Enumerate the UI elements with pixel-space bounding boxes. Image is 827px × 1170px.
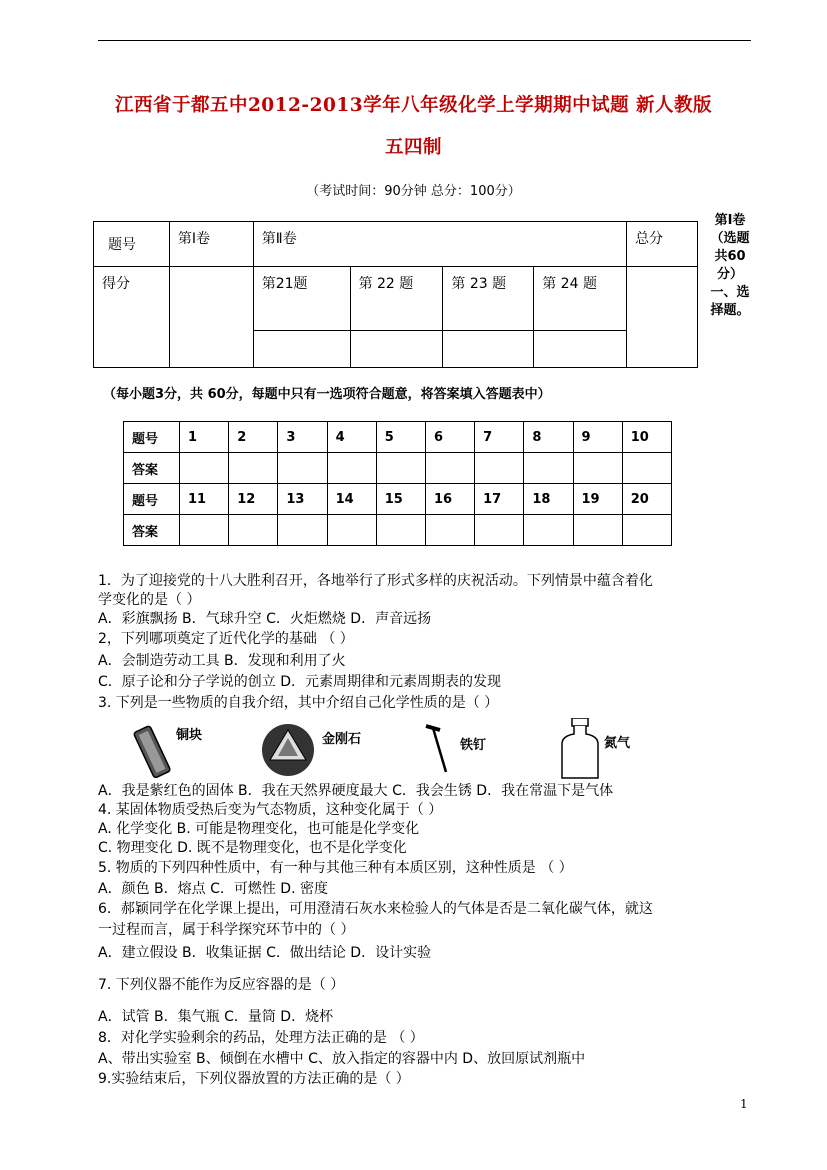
score-header-part2: 第Ⅱ卷 bbox=[253, 222, 626, 267]
answer-input-cell[interactable] bbox=[229, 515, 278, 546]
answer-label-number: 题号 bbox=[124, 484, 180, 515]
answer-number-cell: 17 bbox=[475, 484, 524, 515]
score-cell-q22[interactable] bbox=[350, 331, 443, 368]
section-note: （每小题3分，共 60分，每题中只有一选项符合题意，将答案填入答题表中） bbox=[103, 387, 551, 402]
score-table bbox=[93, 221, 698, 368]
question-7-text: 7. 下列仪器不能作为反应容器的是（ ） bbox=[98, 977, 345, 993]
question-9-text: 9.实验结束后，下列仪器放置的方法正确的是（ ） bbox=[98, 1071, 410, 1087]
diamond-icon bbox=[258, 718, 322, 782]
answer-label-number: 题号 bbox=[124, 422, 180, 453]
question-3-text: 3. 下列是一些物质的自我介绍，其中介绍自己化学性质的是（ ） bbox=[98, 695, 499, 711]
iron-nail-icon bbox=[422, 718, 462, 778]
answer-input-cell[interactable] bbox=[278, 453, 327, 484]
page-title: 江西省于都五中2012-2013学年八年级化学上学期期中试题 新人教版 bbox=[114, 95, 713, 116]
question-6-text: 6．郝颖同学在化学课上提出，可用澄清石灰水来检验人的气体是否是二氧化碳气体，就这 bbox=[98, 901, 653, 917]
score-header-part1: 第Ⅰ卷 bbox=[169, 222, 253, 267]
copper-block-label: 铜块 bbox=[176, 728, 203, 743]
answer-number-cell: 2 bbox=[229, 422, 278, 453]
answer-input-cell[interactable] bbox=[524, 515, 573, 546]
answer-input-cell[interactable] bbox=[425, 453, 474, 484]
question-2-options-cd: C．原子论和分子学说的创立 D．元素周期律和元素周期表的发现 bbox=[98, 674, 502, 690]
copper-block-figure bbox=[128, 718, 238, 778]
score-q21: 第21题 bbox=[253, 267, 350, 331]
score-cell-q23[interactable] bbox=[443, 331, 534, 368]
answer-input-cell[interactable] bbox=[278, 515, 327, 546]
answer-number-cell: 15 bbox=[376, 484, 425, 515]
score-cell-q21[interactable] bbox=[253, 331, 350, 368]
score-cell-q24[interactable] bbox=[534, 331, 627, 368]
answer-number-cell: 14 bbox=[327, 484, 376, 515]
answer-number-cell: 5 bbox=[376, 422, 425, 453]
answer-number-cell: 13 bbox=[278, 484, 327, 515]
answer-input-cell[interactable] bbox=[622, 453, 671, 484]
iron-nail-figure bbox=[422, 718, 522, 778]
question-1-text-cont: 学变化的是（ ） bbox=[98, 592, 201, 608]
answer-number-cell: 18 bbox=[524, 484, 573, 515]
answer-input-cell[interactable] bbox=[573, 515, 622, 546]
answer-table bbox=[123, 421, 672, 546]
question-6-text-cont: 一过程而言，属于科学探究环节中的（ ） bbox=[98, 922, 355, 938]
iron-nail-label: 铁钉 bbox=[460, 738, 487, 753]
question-1-options: A．彩旗飘扬 B．气球升空 C．火炬燃烧 D．声音远扬 bbox=[98, 611, 432, 627]
answer-input-cell[interactable] bbox=[622, 515, 671, 546]
answer-input-cell[interactable] bbox=[229, 453, 278, 484]
answer-number-cell: 6 bbox=[425, 422, 474, 453]
answer-input-cell[interactable] bbox=[475, 453, 524, 484]
answer-number-cell: 1 bbox=[180, 422, 229, 453]
question-5-text: 5. 物质的下列四种性质中，有一种与其他三种有本质区别，这种性质是 （ ） bbox=[98, 860, 573, 876]
answer-number-cell: 11 bbox=[180, 484, 229, 515]
answer-input-cell[interactable] bbox=[475, 515, 524, 546]
question-1-text: 1．为了迎接党的十八大胜利召开，各地举行了形式多样的庆祝活动。下列情景中蕴含着化 bbox=[98, 573, 653, 589]
answer-input-cell[interactable] bbox=[573, 453, 622, 484]
score-cell-total[interactable] bbox=[627, 267, 698, 368]
section-side-note: 第Ⅰ卷（选题共60分）一、选择题。 bbox=[710, 213, 750, 318]
score-row-label: 得分 bbox=[94, 267, 170, 368]
question-4-text: 4. 某固体物质受热后变为气态物质，这种变化属于（ ） bbox=[98, 802, 443, 818]
answer-input-cell[interactable] bbox=[376, 453, 425, 484]
question-5-options: A．颜色 B．熔点 C．可燃性 D. 密度 bbox=[98, 881, 328, 897]
answer-input-cell[interactable] bbox=[524, 453, 573, 484]
answer-input-cell[interactable] bbox=[180, 453, 229, 484]
answer-input-cell[interactable] bbox=[425, 515, 474, 546]
answer-input-cell[interactable] bbox=[376, 515, 425, 546]
question-2-options-ab: A．会制造劳动工具 B．发现和利用了火 bbox=[98, 653, 346, 669]
question-2-text: 2，下列哪项奠定了近代化学的基础 （ ） bbox=[98, 631, 354, 647]
score-header-total: 总分 bbox=[627, 222, 698, 267]
answer-input-cell[interactable] bbox=[180, 515, 229, 546]
question-4-options-cd: C. 物理变化 D. 既不是物理变化，也不是化学变化 bbox=[98, 840, 407, 856]
answer-number-cell: 16 bbox=[425, 484, 474, 515]
question-8-options: A、带出实验室 B、倾倒在水槽中 C、放入指定的容器中内 D、放回原试剂瓶中 bbox=[98, 1051, 586, 1067]
score-cell-part1[interactable] bbox=[169, 267, 253, 368]
diamond-label: 金刚石 bbox=[322, 732, 362, 747]
exam-info: （考试时间：90分钟 总分：100分） bbox=[306, 184, 521, 199]
answer-label-answer: 答案 bbox=[124, 453, 180, 484]
answer-number-cell: 9 bbox=[573, 422, 622, 453]
answer-number-cell: 8 bbox=[524, 422, 573, 453]
header-rule bbox=[98, 40, 751, 41]
gas-bottle-icon bbox=[558, 718, 602, 782]
nitrogen-label: 氮气 bbox=[604, 736, 631, 751]
answer-label-answer: 答案 bbox=[124, 515, 180, 546]
answer-number-cell: 10 bbox=[622, 422, 671, 453]
diamond-figure bbox=[258, 718, 398, 778]
nitrogen-bottle-figure bbox=[558, 718, 668, 778]
score-q24: 第 24 题 bbox=[534, 267, 627, 331]
answer-number-cell: 19 bbox=[573, 484, 622, 515]
score-header-number: 题号 bbox=[94, 222, 170, 267]
answer-number-cell: 12 bbox=[229, 484, 278, 515]
score-q22: 第 22 题 bbox=[350, 267, 443, 331]
answer-number-cell: 7 bbox=[475, 422, 524, 453]
answer-number-cell: 20 bbox=[622, 484, 671, 515]
answer-input-cell[interactable] bbox=[327, 515, 376, 546]
question-4-options-ab: A. 化学变化 B. 可能是物理变化，也可能是化学变化 bbox=[98, 821, 420, 837]
page-number: 1 bbox=[740, 1097, 748, 1111]
score-q23: 第 23 题 bbox=[443, 267, 534, 331]
question-7-options: A．试管 B．集气瓶 C．量筒 D．烧杯 bbox=[98, 1009, 334, 1025]
question-6-options: A．建立假设 B．收集证据 C．做出结论 D．设计实验 bbox=[98, 945, 432, 961]
answer-number-cell: 3 bbox=[278, 422, 327, 453]
question-8-text: 8．对化学实验剩余的药品，处理方法正确的是 （ ） bbox=[98, 1030, 424, 1046]
answer-input-cell[interactable] bbox=[327, 453, 376, 484]
page-title-line2: 五四制 bbox=[384, 137, 442, 158]
question-3-options: A．我是紫红色的固体 B．我在天然界硬度最大 C．我会生锈 D．我在常温下是气体 bbox=[98, 783, 614, 799]
answer-number-cell: 4 bbox=[327, 422, 376, 453]
